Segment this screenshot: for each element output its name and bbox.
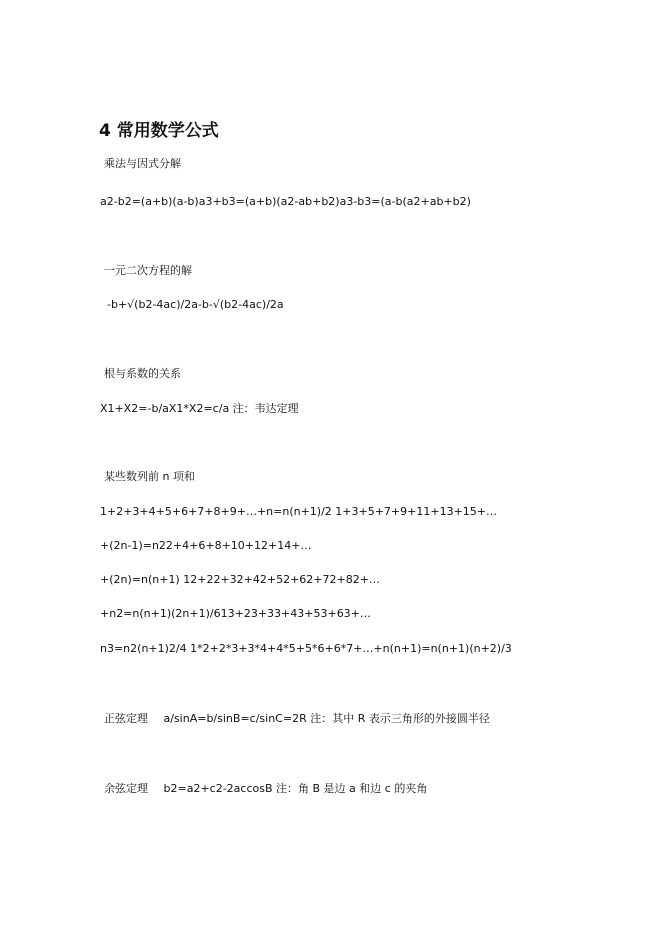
formula-factorization: a2-b2=(a+b)(a-b)a3+b3=(a+b)(a2-ab+b2)a3-b3=(a-b(a2+ab+b2)	[100, 195, 471, 208]
section-heading-quadratic: 一元二次方程的解	[104, 264, 192, 277]
formula-cosines: b2=a2+c2-2accosB 注：角 B 是边 a 和边 c 的夹角	[163, 782, 428, 795]
section-heading-sines: 正弦定理	[104, 712, 148, 725]
formula-series-line-4: +n2=n(n+1)(2n+1)/613+23+33+43+53+63+…	[100, 607, 371, 620]
section-heading-factorization: 乘法与因式分解	[104, 157, 181, 170]
formula-series-line-3: +(2n)=n(n+1) 12+22+32+42+52+62+72+82+…	[100, 573, 380, 586]
formula-series-line-5: n3=n2(n+1)2/4 1*2+2*3+3*4+4*5+5*6+6*7+…+n(n+1)=n(n+1)(n+2)/3	[100, 642, 512, 655]
law-of-sines-row	[104, 712, 490, 726]
formula-quadratic: -b+√(b2-4ac)/2a-b-√(b2-4ac)/2a	[107, 298, 284, 311]
formula-vieta: X1+X2=-b/aX1*X2=c/a 注：韦达定理	[100, 402, 299, 415]
formula-series-line-1: 1+2+3+4+5+6+7+8+9+…+n=n(n+1)/2 1+3+5+7+9+11+13+15+…	[100, 505, 498, 518]
section-heading-vieta: 根与系数的关系	[104, 367, 181, 380]
page-title: 4 常用数学公式	[99, 121, 219, 141]
section-heading-series: 某些数列前 n 项和	[104, 470, 195, 483]
section-heading-cosines: 余弦定理	[104, 782, 148, 795]
formula-sines: a/sinA=b/sinB=c/sinC=2R 注：其中 R 表示三角形的外接圆半径	[163, 712, 490, 725]
formula-series-line-2: +(2n-1)=n22+4+6+8+10+12+14+…	[100, 539, 312, 552]
law-of-cosines-row	[104, 782, 427, 796]
